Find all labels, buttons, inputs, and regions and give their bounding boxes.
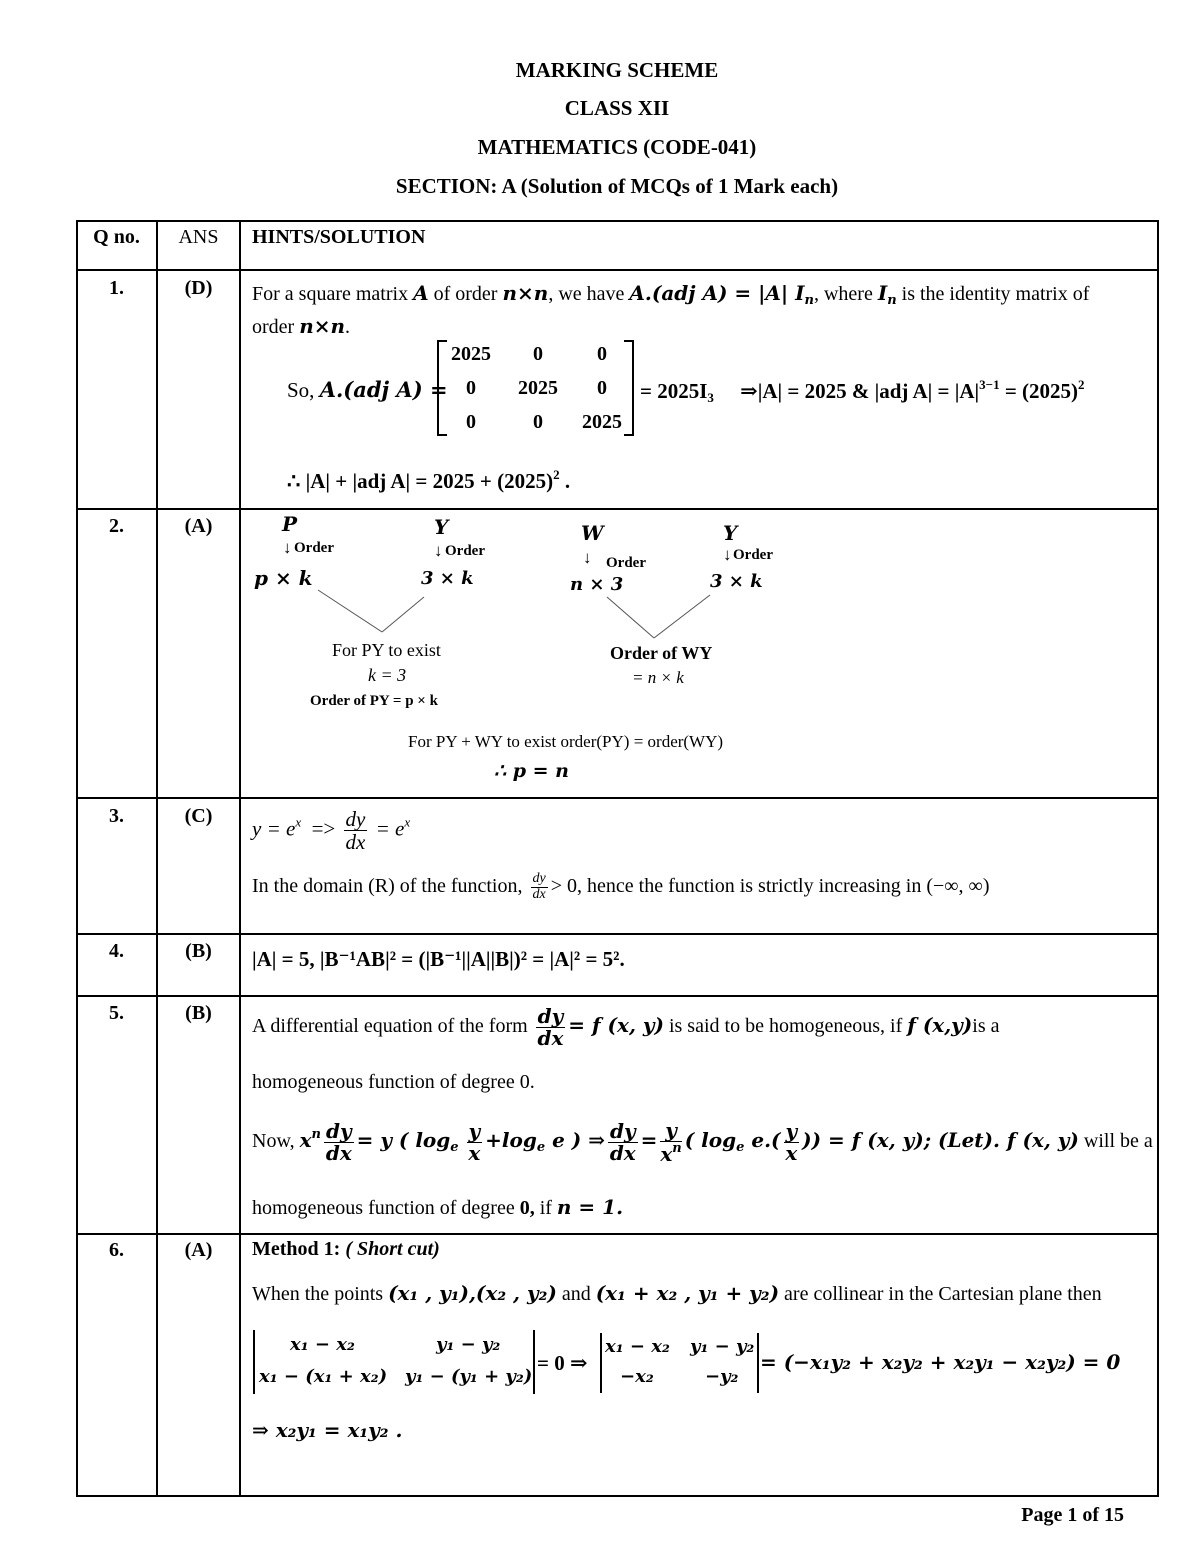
- q1-line2: order n×n.: [252, 314, 351, 338]
- q2-arrow-3: ↓: [583, 548, 592, 567]
- q6-final: ⇒ x₂y₁ = x₁y₂ .: [252, 1418, 403, 1442]
- q1-m22: 2025: [518, 377, 558, 399]
- q2-order-4: Order: [733, 547, 773, 563]
- q1-m23: 0: [597, 377, 607, 399]
- row4-ans: (B): [185, 940, 212, 962]
- q1-therefore: ∴ |A| + |adj $A| = 2025 + (2025)^2$ .: [287, 467, 571, 493]
- q5-line3: Now, $x^n$ $\frac{dy}{dx}$ = y ( $\log_e$ $\frac{y}{x}$ $+\log_e$ e ) ⇒ $\frac{dy}{dx}$ = $\frac{y}{x^n}$ ( $\log_e e$.( $\frac{y}{x}$ )) = f (x, y); (Let). f (x, y) will be a: [252, 1118, 1153, 1166]
- q1-m12: 0: [533, 343, 543, 365]
- q2-Y: Y: [434, 515, 449, 539]
- q1-so: So, A.(adj A) =: [287, 377, 448, 402]
- q2-Y2: Y: [723, 521, 738, 545]
- q1-m31: 0: [466, 411, 476, 433]
- q2-orderwy: Order of WY: [610, 643, 713, 663]
- q2-arrow-1: ↓: [283, 538, 292, 557]
- header-class: CLASS XII: [564, 96, 670, 120]
- q2-arrow-2: ↓: [434, 541, 443, 560]
- col-header-ans: ANS: [178, 226, 219, 248]
- q2-arrow-4: ↓: [723, 545, 732, 564]
- q2-order-1: Order: [294, 540, 334, 556]
- q1-m11: 2025: [451, 343, 491, 365]
- q2-pn: ∴ p = n: [494, 760, 569, 782]
- q6-d2-r2c1: −x₂: [620, 1366, 654, 1387]
- q3-domain: In the domain (R) of the function, $\frac{dy}{dx}$ > 0, hence the function is strictly increasing in (−∞, ∞): [252, 871, 990, 902]
- q2-eqnk: = n × k: [632, 668, 684, 687]
- row6-ans: (A): [184, 1239, 213, 1261]
- q6-d2-r1c2: y₁ − y₂: [690, 1336, 755, 1357]
- q6-d2-r2c2: −y₂: [705, 1366, 739, 1387]
- header-marking-scheme: MARKING SCHEME: [515, 58, 719, 82]
- q2-k3: k = 3: [368, 665, 407, 685]
- row4-qno: 4.: [109, 940, 124, 962]
- col-header-hints: HINTS/SOLUTION: [252, 226, 426, 248]
- q2-3k2: 3 × k: [710, 571, 763, 592]
- q5-line1: A differential equation of the form $\frac{dy}{dx}$ = f (x, y) is said to be homogeneous, if f (x,y)is a: [252, 1004, 1000, 1050]
- q1-result: = $2025I_3$ ⇒|A| = 2025 & |adj $A| = |A|^{3-1} = (2025)^2$: [640, 377, 1085, 405]
- q2-pk: p × k: [254, 566, 313, 590]
- q2-W: W: [581, 521, 604, 545]
- q2-exist: For PY to exist: [332, 640, 441, 660]
- q1-line1: For a square matrix A of order n×n, we have A.(adj A) = |A| $I_n$, where $I_n$ is the identity matrix of: [252, 281, 1090, 308]
- row5-ans: (B): [185, 1002, 212, 1024]
- q2-connector-lines: [310, 585, 740, 645]
- row3-ans: (C): [184, 805, 213, 827]
- q5-line4: homogeneous function of degree 0, if n = 1.: [252, 1195, 624, 1219]
- q4-solution: |A| = 5, |B⁻¹AB|² = (|B⁻¹||A||B|)² = |A|² = 5².: [252, 947, 625, 971]
- q6-d1-r2c1: x₁ − (x₁ + x₂): [259, 1366, 388, 1387]
- row2-qno: 2.: [109, 515, 124, 537]
- q6-d1-r2c2: y₁ − (y₁ + y₂): [405, 1366, 533, 1387]
- q2-P: P: [282, 512, 298, 536]
- q6-d1-r1c2: y₁ − y₂: [436, 1334, 501, 1355]
- q6-eq0: = 0 ⇒: [537, 1351, 588, 1375]
- header-subject: MATHEMATICS (CODE-041): [477, 135, 757, 159]
- q2-order-3: Order: [606, 555, 646, 571]
- row2-ans: (A): [184, 515, 213, 537]
- q3-eq: $y = e^x$ => $\frac{dy}{dx}$ = $e^x$: [252, 807, 411, 855]
- q2-orderpy: Order of PY = p × k: [310, 693, 438, 709]
- q5-line2: homogeneous function of degree 0.: [252, 1071, 535, 1093]
- q1-m13: 0: [597, 343, 607, 365]
- q1-m33: 2025: [582, 411, 622, 433]
- row1-qno: 1.: [109, 277, 124, 299]
- row3-qno: 3.: [109, 805, 124, 827]
- q6-when: When the points (x₁ , y₁),(x₂ , y₂) and (x₁ + x₂ , y₁ + y₂) are collinear in the Cartesian plane then: [252, 1281, 1102, 1305]
- q1-m32: 0: [533, 411, 543, 433]
- q6-expand: = (−x₁y₂ + x₂y₂ + x₂y₁ − x₂y₂) = 0: [760, 1350, 1121, 1374]
- q6-method: Method 1: ( Short cut): [252, 1238, 440, 1260]
- page-number: Page 1 of 15: [1021, 1504, 1124, 1526]
- q2-sum: For PY + WY to exist order(PY) = order(WY): [408, 732, 724, 751]
- q2-3k: 3 × k: [421, 568, 474, 589]
- q1-m21: 0: [466, 377, 476, 399]
- row6-qno: 6.: [109, 1239, 124, 1261]
- q2-order-2: Order: [445, 543, 485, 559]
- q6-d2-r1c1: x₁ − x₂: [605, 1336, 670, 1357]
- col-header-qno: Q no.: [93, 226, 140, 248]
- row5-qno: 5.: [109, 1002, 124, 1024]
- header-section: SECTION: A (Solution of MCQs of 1 Mark each): [395, 174, 839, 198]
- q2-n3: n × 3: [570, 574, 624, 595]
- row1-ans: (D): [184, 277, 213, 299]
- q6-d1-r1c1: x₁ − x₂: [290, 1334, 355, 1355]
